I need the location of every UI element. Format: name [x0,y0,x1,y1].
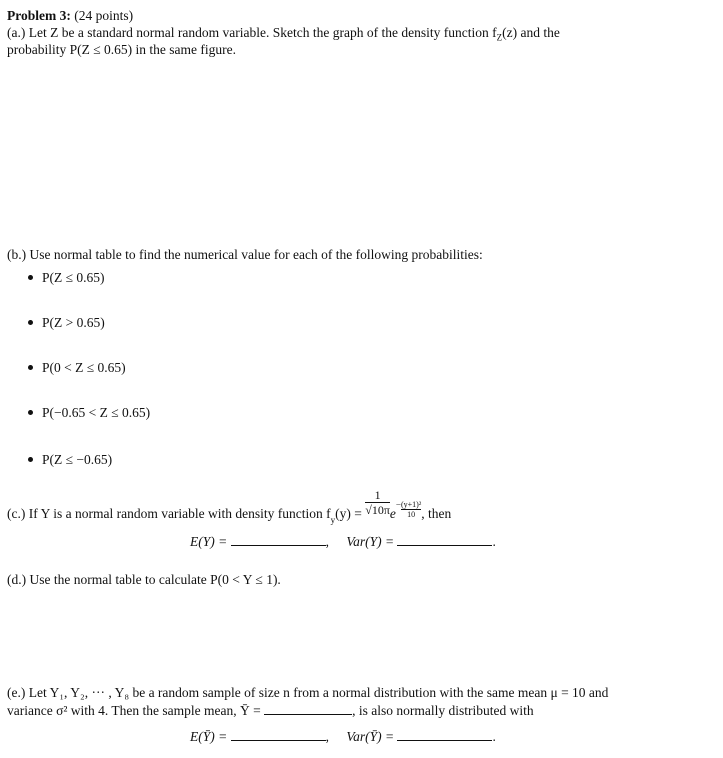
exp-sign: − [395,499,401,510]
part-c-text: (c.) If Y is a normal random variable with density function f [7,505,331,521]
list-item [28,360,126,376]
problem-title: Problem 3: [7,8,71,23]
probability-expression: P(0 < Z ≤ 0.65) [42,360,126,375]
vary-bar-answer-blank[interactable] [397,730,492,741]
part-e-text: variance σ² with 4. Then the sample mean, Ȳ = [7,703,261,718]
fraction-numerator: 1 [365,488,390,503]
list-item [28,452,112,468]
list-item [28,315,105,331]
density-fraction [365,488,390,517]
part-a-sub: Z [496,32,503,43]
exponent-numerator: (y+1)² [401,500,422,509]
part-c-then: , then [421,505,452,521]
ey-label: E(Y) = [190,534,228,549]
probability-expression: P(Z > 0.65) [42,315,105,330]
sample-mean-blank[interactable] [264,704,352,715]
part-a-text: (a.) Let Z be a standard normal random variable. Sketch the graph of the density function f [7,25,497,40]
ey-answer-blank[interactable] [231,535,326,546]
vary-label: Var(Y) = [346,534,395,549]
vary-answer-blank[interactable] [397,535,492,546]
part-c-line [7,488,452,526]
part-e-text-end: , is also normally distributed with [352,703,534,718]
part-c-answers: E(Y) = , Var(Y) = . [190,534,496,549]
fraction-denominator: √10π [365,503,390,517]
probability-expression: P(Z ≤ 0.65) [42,270,105,285]
list-item [28,270,105,286]
part-a-line1 [7,25,560,43]
probability-expression: P(−0.65 < Z ≤ 0.65) [42,405,151,420]
ey-bar-label: E(Ȳ) = [190,729,228,744]
part-e-answers: E(Ȳ) = , Var(Ȳ) = . [190,729,496,744]
part-c-fy: (y) = [335,505,362,521]
ey-bar-answer-blank[interactable] [231,730,326,741]
problem-points: (24 points) [74,8,134,23]
part-e-line1: (e.) Let Y₁, Y₂, ··· , Y₈ be a random sample of size n from a normal distribution with the same mean μ = 10 and [7,685,609,700]
list-item [28,405,150,421]
part-c-sub: y [330,515,336,526]
exponent-fraction [401,500,421,519]
problem-header [7,8,133,24]
part-b-intro: (b.) Use normal table to find the numerical value for each of the following probabilities: [7,247,483,262]
vary-bar-label: Var(Ȳ) = [346,729,395,744]
part-a-text-end: (z) and the [502,25,560,40]
part-a-line2: probability P(Z ≤ 0.65) in the same figure. [7,42,236,57]
part-d-text: (d.) Use the normal table to calculate P(0 < Y ≤ 1). [7,572,281,587]
part-e-line2 [7,703,534,719]
exp-base: e [389,505,396,521]
probability-expression: P(Z ≤ −0.65) [42,452,113,467]
exponent-denominator: 10 [407,510,416,519]
